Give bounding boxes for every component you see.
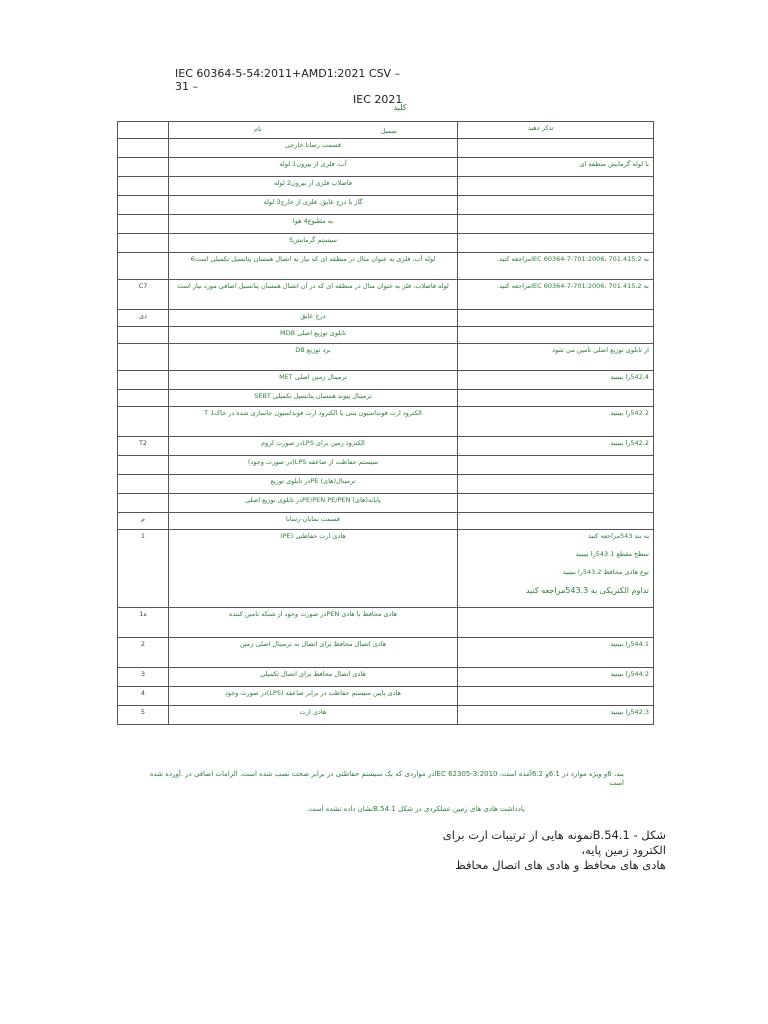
caption-line-2: هادی های محافظ و هادی های اتصال محافظ bbox=[455, 858, 666, 872]
caption-line-1: شکل - B.54.1نمونه هایی از ترتیبات ارت برای الکترود زمین پایه، bbox=[442, 828, 666, 857]
row-name: برد توزیع DB bbox=[169, 344, 458, 371]
row-name: لوله فاضلاب، فلز به عنوان مثال در منطقه ای که در آن اتصال همسان پتانسیل اضافی مورد نیاز است bbox=[169, 280, 458, 310]
table-row bbox=[118, 407, 654, 437]
document-header bbox=[175, 67, 415, 106]
row-symbol: 1 bbox=[118, 530, 169, 608]
row-reference bbox=[458, 513, 654, 530]
row-symbol: 4 bbox=[118, 687, 169, 706]
table-row bbox=[118, 494, 654, 513]
row-name: تابلوی توزیع اصلی MDB bbox=[169, 327, 458, 344]
row-symbol bbox=[118, 327, 169, 344]
table-row bbox=[118, 196, 654, 215]
figure-caption bbox=[430, 828, 666, 873]
table-row bbox=[118, 327, 654, 344]
table-row bbox=[118, 177, 654, 196]
header-line-2: IEC 2021 bbox=[353, 93, 403, 106]
row-name: هادی پایین سیستم حفاظت در برابر صاعقه (LPS)در صورت وجود bbox=[169, 687, 458, 706]
row-name: سیستم حفاظت از صاعقه LPS(در صورت وجود) bbox=[169, 456, 458, 475]
row-symbol: م bbox=[118, 513, 169, 530]
row-reference: 542.4را ببینید bbox=[458, 371, 654, 390]
row-symbol bbox=[118, 371, 169, 390]
row-reference bbox=[458, 177, 654, 196]
table-row bbox=[118, 706, 654, 725]
row-symbol bbox=[118, 234, 169, 253]
row-name: فاضلاب فلزی از بیرون2 لوله bbox=[169, 177, 458, 196]
pe-reference-line: نوع هادی محافظ 543.2را ببینید bbox=[562, 568, 649, 576]
row-symbol bbox=[118, 475, 169, 494]
row-name: آب، فلزی از بیرون1 لوله bbox=[169, 158, 458, 177]
row-reference bbox=[458, 234, 654, 253]
table-row bbox=[118, 215, 654, 234]
row-symbol bbox=[118, 215, 169, 234]
row-name: به مطبوع4 هوا bbox=[169, 215, 458, 234]
table-row bbox=[118, 437, 654, 456]
row-symbol: T2 bbox=[118, 437, 169, 456]
table-row bbox=[118, 390, 654, 407]
header-name-cell bbox=[169, 122, 458, 139]
table-row bbox=[118, 234, 654, 253]
table-row bbox=[118, 513, 654, 530]
header-reminder-label: تذکر دهید bbox=[458, 122, 654, 139]
row-name: هادی اتصال محافظ برای اتصال تکمیلی bbox=[169, 668, 458, 687]
row-reference: 542.2را ببینید bbox=[458, 437, 654, 456]
key-title: کلید bbox=[393, 103, 407, 112]
table-row bbox=[118, 687, 654, 706]
row-reference bbox=[458, 608, 654, 638]
row-symbol: 5 bbox=[118, 706, 169, 725]
row-symbol bbox=[118, 253, 169, 280]
table-row bbox=[118, 456, 654, 475]
row-name: الکترود ارت فونداسیون بتنی یا الکترود ارت فونداسیون جاسازی شده در خاک1 T bbox=[169, 407, 458, 437]
row-symbol bbox=[118, 196, 169, 215]
row-name: لوله آب، فلزی به عنوان مثال در منطقه ای که نیاز به اتصال همسان پتانسیل تکمیلی است6 bbox=[169, 253, 458, 280]
key-table bbox=[117, 121, 654, 725]
table-row bbox=[118, 139, 654, 158]
table-row bbox=[118, 668, 654, 687]
row-symbol: 1ه bbox=[118, 608, 169, 638]
row-name: ترمینال زمین اصلی MET bbox=[169, 371, 458, 390]
row-symbol: 3 bbox=[118, 668, 169, 687]
header-line-1: IEC 60364-5-54:2011+AMD1:2021 CSV – 31 – bbox=[175, 67, 401, 93]
row-symbol bbox=[118, 177, 169, 196]
row-symbol bbox=[118, 456, 169, 475]
table-row bbox=[118, 344, 654, 371]
row-reference bbox=[458, 327, 654, 344]
row-symbol bbox=[118, 344, 169, 371]
row-symbol: دی bbox=[118, 310, 169, 327]
table-row bbox=[118, 475, 654, 494]
table-row bbox=[118, 158, 654, 177]
row-name: الکترود زمین برای LPSدر صورت لزوم bbox=[169, 437, 458, 456]
table-row bbox=[118, 310, 654, 327]
row-symbol bbox=[118, 390, 169, 407]
row-name: هادی ارت حفاظتی (PE) bbox=[169, 530, 458, 608]
table-row bbox=[118, 608, 654, 638]
row-symbol bbox=[118, 158, 169, 177]
row-reference: 542.2را ببینید bbox=[458, 407, 654, 437]
row-name: هادی اتصال محافظ برای اتصال به ترمینال اصلی زمین bbox=[169, 638, 458, 668]
row-reference bbox=[458, 456, 654, 475]
pe-reference-line: تداوم الکتریکی به 543.3مراجعه کنید bbox=[525, 586, 649, 595]
row-reference: به IEC 60364-7-701:2006، 701.415.2مراجعه کنید. bbox=[458, 280, 654, 310]
row-reference: 544.2را ببینید bbox=[458, 668, 654, 687]
header-name-label: نام bbox=[254, 125, 262, 133]
functional-earthing-note: یادداشت هادی های زمین عملکردی در شکل B.54.1نشان داده نشده است. bbox=[306, 805, 525, 813]
table-row bbox=[118, 280, 654, 310]
table-row bbox=[118, 253, 654, 280]
row-reference bbox=[458, 310, 654, 327]
table-header-row bbox=[118, 122, 654, 139]
row-reference: از تابلوی توزیع اصلی تامین می شود bbox=[458, 344, 654, 371]
table-row bbox=[118, 371, 654, 390]
row-name: ترمینال(های) PEدر تابلوی توزیع bbox=[169, 475, 458, 494]
pe-reference-line: سطح مقطع 543.1را ببینید bbox=[575, 550, 649, 558]
row-name: گاز با درج عایق، فلزی از خارج3 لوله bbox=[169, 196, 458, 215]
row-symbol bbox=[118, 494, 169, 513]
row-reference: 544.1را ببینید bbox=[458, 638, 654, 668]
row-reference: 542.3را ببینید bbox=[458, 706, 654, 725]
row-symbol bbox=[118, 407, 169, 437]
row-symbol: C7 bbox=[118, 280, 169, 310]
standard-note: بند، 6و ویژه موارد در 6.1و 6.2آمده است، IEC 62305-3:2010در مواردی که یک سیستم حفاظتی در برابر صحت نصب شده است، الزامات اضافی در .آورده شده است bbox=[149, 770, 624, 787]
row-name: قسمت رسانا خارجی bbox=[169, 139, 458, 158]
row-name: پایانه(های) PE/PEN PE/PENدر تابلوی توزیع اصلی bbox=[169, 494, 458, 513]
row-reference: به IEC 60364-7-701:2006، 701.415.2مراجعه کنید. bbox=[458, 253, 654, 280]
table-row bbox=[118, 638, 654, 668]
header-symbol-label: سمبل bbox=[380, 127, 397, 135]
row-name: درج عایق bbox=[169, 310, 458, 327]
row-name: سیستم گرمایش5 bbox=[169, 234, 458, 253]
table-row bbox=[118, 530, 654, 608]
row-reference bbox=[458, 390, 654, 407]
row-symbol bbox=[118, 139, 169, 158]
row-reference bbox=[458, 687, 654, 706]
row-name: ترمینال پیوند همسان پتانسیل تکمیلی SEBT bbox=[169, 390, 458, 407]
row-reference bbox=[458, 215, 654, 234]
row-symbol: 2 bbox=[118, 638, 169, 668]
row-reference bbox=[458, 139, 654, 158]
row-name: هادی محافظ با هادی PENدر صورت وجود از شبکه تامین کننده bbox=[169, 608, 458, 638]
row-reference bbox=[458, 196, 654, 215]
row-reference: با لوله گرمایش منطقه ای bbox=[458, 158, 654, 177]
row-name: قسمت نمایان-رسانا bbox=[169, 513, 458, 530]
row-reference bbox=[458, 530, 654, 608]
header-blank-cell bbox=[118, 122, 169, 139]
row-reference bbox=[458, 475, 654, 494]
row-name: هادی ارت bbox=[169, 706, 458, 725]
row-reference bbox=[458, 494, 654, 513]
pe-reference-line: به بند 543مراجعه کنید bbox=[587, 532, 649, 540]
